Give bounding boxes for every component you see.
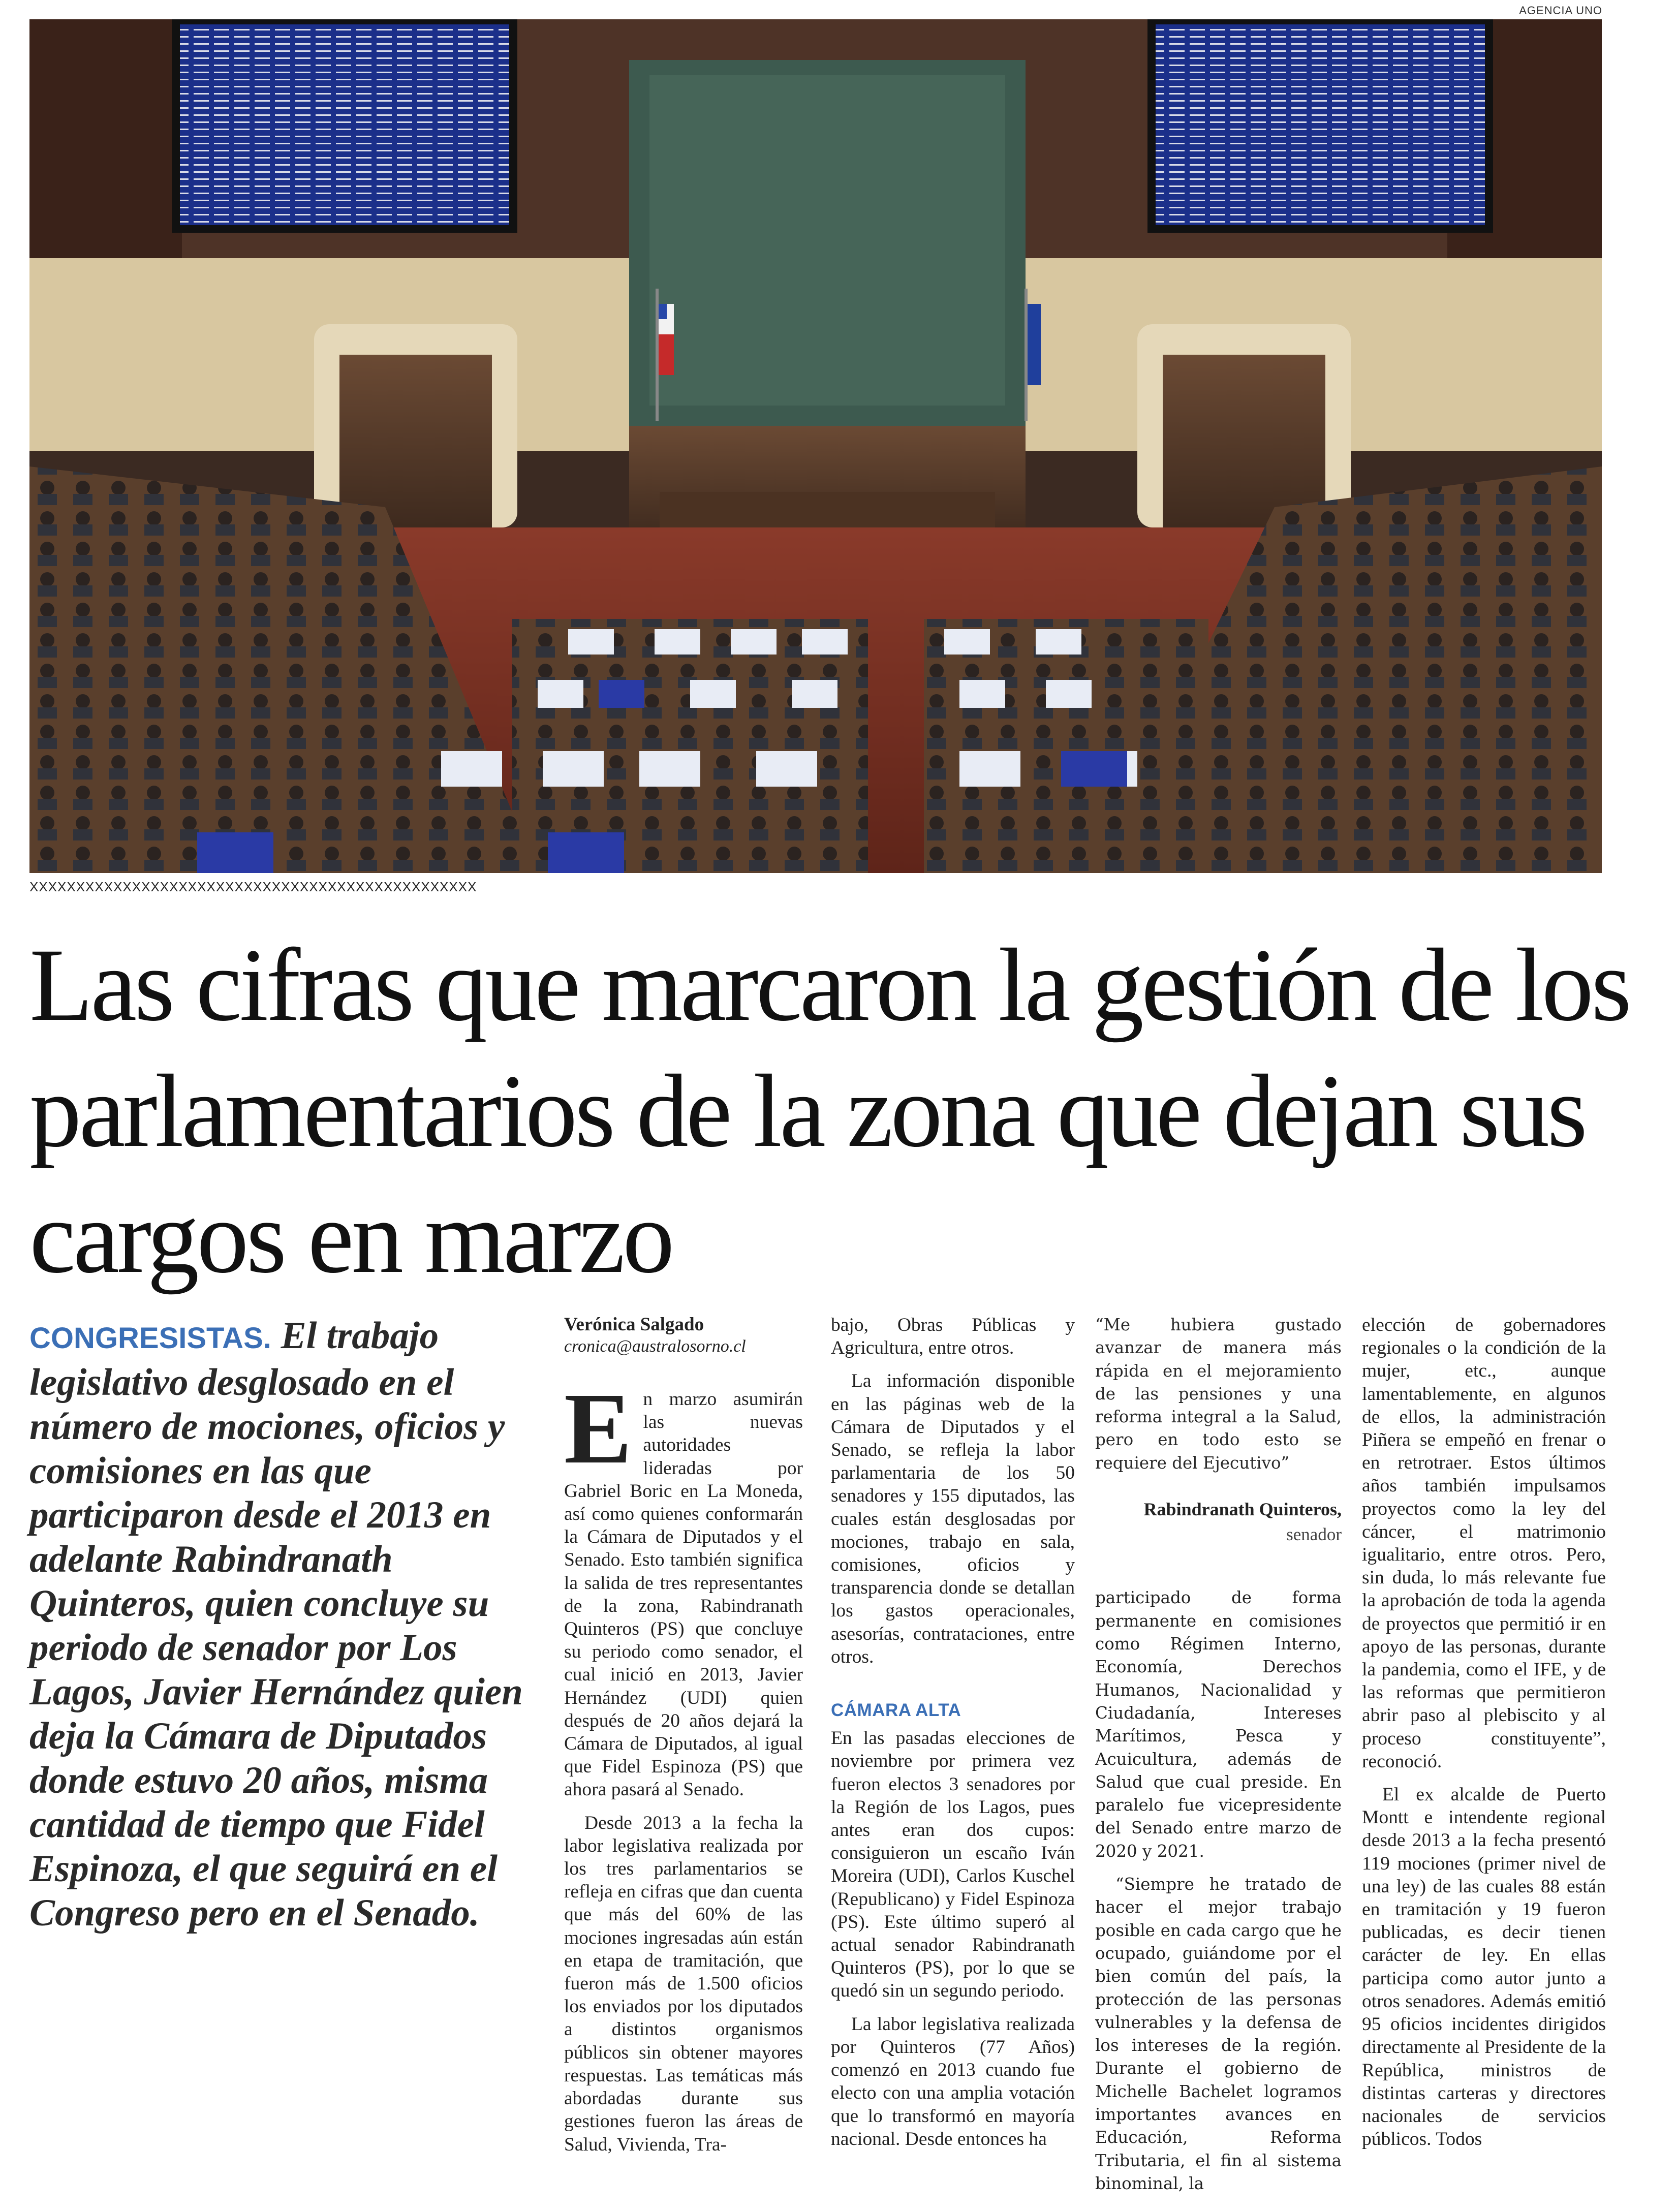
- dropcap: E: [564, 1373, 632, 1485]
- lead-summary: [29, 1314, 533, 1935]
- article-paragraph: La información disponible en las páginas web de la Cámara de Diputados y el Senado, se refleja la labor parlamentaria de los 50 senadores y 155 diputados, las cuales están desglosadas por mociones, trabajo en sala, comisiones, oficios y transparencia donde se detallan los gastos operacionales, asesorías, contrataciones, entre otros.: [831, 1370, 1075, 1667]
- article-paragraph: El ex alcalde de Puerto Montt e intendente regional desde 2013 a la fecha presentó 119 mociones (primer nivel de una ley) de las cuales 88 están en tramitación y 19 fueron publicadas, es decir tienen carácter de ley. En ellas participa como autor junto a otros senadores. Además emitió 95 oficios incidentes dirigidos directamente al Presidente de la República, ministros de distintas carteras y directores nacionales de servicios públicos. Todos: [1362, 1784, 1606, 2150]
- chamber-photo: [29, 19, 1602, 873]
- photo-caption: XXXXXXXXXXXXXXXXXXXXXXXXXXXXXXXXXXXXXXXXXXXXXXXX: [29, 879, 477, 894]
- subheading-camara-alta: CÁMARA ALTA: [831, 1700, 961, 1721]
- article-paragraph: “Siempre he tratado de hacer el mejor trabajo posible en cada cargo que he ocupado, guiándome por el bien común del país, la protección de las personas vulnerables y la defensa de los intereses de la región. Durante el gobierno de Michelle Bachelet logramos importantes avances en Educación, Reforma Tributaria, el fin al sistema binominal, la: [1095, 1875, 1342, 2193]
- lead-kicker: CONGRESISTAS.: [29, 1322, 271, 1355]
- byline-author: Verónica Salgado: [564, 1314, 704, 1335]
- article-column-4: [1362, 1314, 1606, 2151]
- headline: Las cifras que marcaron la gestión de los parlamentarios de la zona que dejan sus cargos en marzo: [29, 927, 1629, 1295]
- lead-text: El trabajo legislativo desglosado en el número de mociones, oficios y comisiones en las que participaron desde el 2013 en adelante Rabindranath Quinteros, quien concluye su periodo de senador por Los Lagos, Javier Hernández quien deja la Cámara de Diputados donde estuvo 20 años, misma cantidad de tiempo que Fidel Espinoza, el que seguirá en el Congreso pero en el Senado.: [29, 1315, 523, 1934]
- article-paragraph: La labor legislativa realizada por Quinteros (77 Años) comenzó en 2013 cuando fue electo con una amplia votación que lo transformó en mayoría nacional. Desde entonces ha: [831, 2013, 1075, 2149]
- article-paragraph: bajo, Obras Públicas y Agricultura, entre otros.: [831, 1315, 1075, 1359]
- article-paragraph: En las pasadas elecciones de noviembre por primera vez fueron electos 3 senadores por la Región de los Lagos, pues antes eran dos cupos: consiguieron un escaño Iván Moreira (UDI), Carlos Kuschel (Republicano) y Fidel Espinoza (PS). Este último superó al actual senador Rabindranath Quinteros (PS), por lo que se quedó sin un segundo periodo.: [831, 1728, 1075, 2002]
- byline-email: cronica@australosorno.cl: [564, 1337, 746, 1356]
- article-paragraph: n marzo asumirán las nuevas autoridades lideradas por Gabriel Boric en La Moneda, así como quienes conformarán la Cámara de Diputados y el Senado. Esto también significa la salida de tres representantes de la zona, Rabindranath Quinteros (PS) que concluye su periodo como senador, el cual inició en 2013, Javier Hernández (UDI) quien después de 20 años dejará la Cámara de Diputados, al igual que Fidel Espinoza (PS) que ahora pasará al Senado.: [564, 1389, 803, 1800]
- article-paragraph: participado de forma permanente en comisiones como Régimen Interno, Economía, Derechos Humanos, Nacionalidad y Ciudadanía, Intereses Marítimos, Pesca y Acuicultura, además de Salud que cual preside. En paralelo fue vicepresidente del Senado entre marzo de 2020 y 2021.: [1095, 1588, 1342, 1861]
- article-paragraph: elección de gobernadores regionales o la condición de la mujer, etc., aunque lamentablemente, en algunos de ellos, la administración Piñera se empeñó en frenar o en retrotraer. Estos últimos años también impulsamos proyectos como la ley del cáncer, el matrimonio igualitario, entre otros. Pero, sin duda, lo más relevante fue la aprobación de toda la agenda de proyectos que permitió ir en apoyo de las personas, durante la pandemia, como el IFE, y de las reformas que permitieron abrir paso al plebiscito y al proceso constituyente”, reconoció.: [1362, 1315, 1606, 1772]
- article-column-2: [831, 1314, 1075, 2151]
- article-column-1: [564, 1314, 803, 2156]
- photo-credit: AGENCIA UNO: [1519, 4, 1602, 17]
- article-paragraph: Desde 2013 a la fecha la labor legislativa realizada por los tres parlamentarios se refleja en cifras que dan cuenta que más del 60% de las mociones ingresadas aún están en etapa de tramitación, que fueron más de 1.500 oficios los enviados por los diputados a distintos organismos públicos sin obtener mayores respuestas. Las temáticas más abordadas durante sus gestiones fueron las áreas de Salud, Vivienda, Tra-: [564, 1812, 803, 2155]
- pull-quote: “Me hubiera gustado avanzar de manera más rápida en el mejoramiento de las pensiones y una reforma integral a la Salud, pero en todo esto se requiere del Ejecutivo”: [1095, 1315, 1342, 1473]
- quote-author: Rabindranath Quinteros,: [1143, 1499, 1342, 1520]
- article-column-3: [1095, 1314, 1342, 2195]
- quote-role: senador: [1286, 1524, 1342, 1545]
